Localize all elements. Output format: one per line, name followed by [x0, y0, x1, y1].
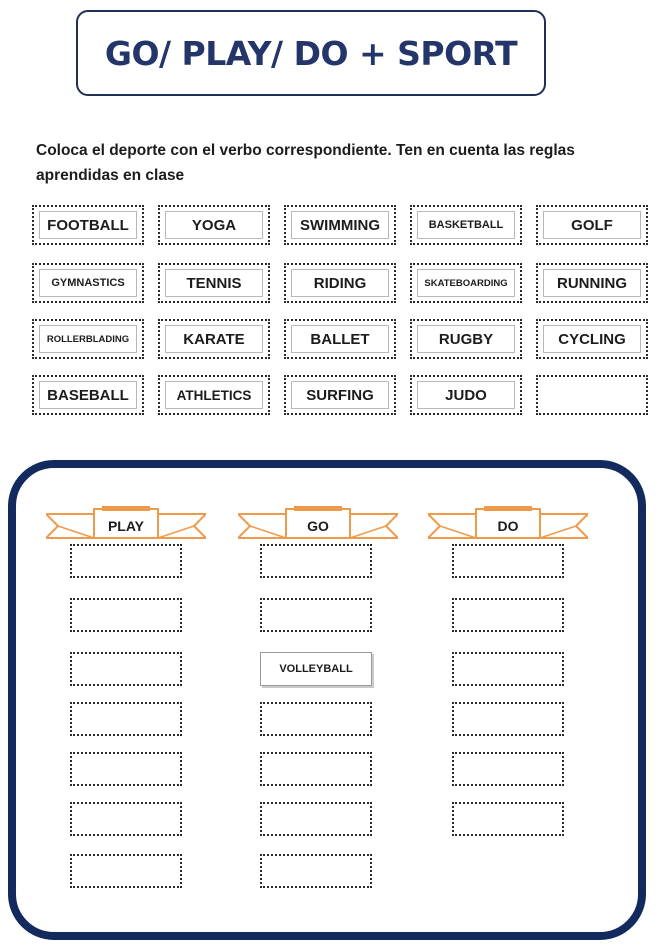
answer-slot[interactable] — [70, 598, 182, 632]
answer-slot[interactable] — [260, 854, 372, 888]
answer-slot[interactable] — [260, 544, 372, 578]
word-card-label: KARATE — [165, 325, 263, 353]
word-card[interactable] — [32, 319, 144, 359]
word-card[interactable] — [284, 205, 396, 245]
word-card[interactable] — [284, 319, 396, 359]
answer-slot[interactable] — [452, 544, 564, 578]
word-card[interactable] — [410, 319, 522, 359]
filled-answer-slot[interactable]: VOLLEYBALL — [260, 652, 372, 686]
answer-slot[interactable] — [260, 702, 372, 736]
answer-slot[interactable] — [70, 702, 182, 736]
word-card-label: CYCLING — [543, 325, 641, 353]
word-card-label: ATHLETICS — [165, 381, 263, 409]
word-card[interactable] — [536, 205, 648, 245]
banner-label: PLAY — [107, 518, 145, 534]
answer-slot[interactable] — [70, 752, 182, 786]
banner-label: GO — [307, 518, 329, 534]
banner-play — [46, 502, 206, 546]
answer-slot[interactable] — [70, 544, 182, 578]
banner-do — [428, 502, 588, 546]
word-card-label: SURFING — [291, 381, 389, 409]
word-card-label: GOLF — [543, 211, 641, 239]
word-card[interactable] — [32, 205, 144, 245]
word-card-label: RUNNING — [543, 269, 641, 297]
answer-slot[interactable] — [452, 598, 564, 632]
word-card[interactable] — [536, 319, 648, 359]
instructions-text: Coloca el deporte con el verbo correspondiente. Ten en cuenta las reglas aprendidas en clase — [36, 142, 575, 184]
word-card-label: SKATEBOARDING — [417, 269, 515, 297]
word-card-label: SWIMMING — [291, 211, 389, 239]
answer-slot[interactable] — [260, 752, 372, 786]
word-card-label: BALLET — [291, 325, 389, 353]
word-card-label: JUDO — [417, 381, 515, 409]
word-card[interactable] — [158, 319, 270, 359]
word-card[interactable] — [158, 205, 270, 245]
word-card[interactable] — [284, 375, 396, 415]
title-box — [76, 10, 546, 96]
answer-slot[interactable] — [260, 802, 372, 836]
sorting-frame — [8, 460, 646, 940]
word-bank-grid — [32, 205, 650, 423]
word-card-label: BASKETBALL — [417, 211, 515, 239]
word-card-label: GYMNASTICS — [39, 269, 137, 297]
word-card[interactable] — [32, 263, 144, 303]
answer-slot[interactable] — [70, 802, 182, 836]
word-card-label: FOOTBALL — [39, 211, 137, 239]
banner-label: DO — [497, 518, 519, 534]
page-title: GO/ PLAY/ DO + SPORT — [104, 33, 518, 73]
answer-slot[interactable] — [452, 652, 564, 686]
word-card-label: ROLLERBLADING — [39, 325, 137, 353]
answer-slot[interactable] — [70, 854, 182, 888]
word-card-label: RIDING — [291, 269, 389, 297]
word-card[interactable] — [410, 205, 522, 245]
word-card-label: TENNIS — [165, 269, 263, 297]
word-card-label: BASEBALL — [39, 381, 137, 409]
word-card[interactable] — [32, 375, 144, 415]
word-card[interactable] — [410, 263, 522, 303]
answer-slot[interactable] — [452, 702, 564, 736]
answer-slot[interactable] — [70, 652, 182, 686]
answer-slot[interactable] — [452, 752, 564, 786]
word-card-label: RUGBY — [417, 325, 515, 353]
answer-slot[interactable] — [260, 598, 372, 632]
empty-word-card[interactable] — [536, 375, 648, 415]
word-card[interactable] — [536, 263, 648, 303]
word-card[interactable] — [410, 375, 522, 415]
banner-go — [238, 502, 398, 546]
answer-slot[interactable] — [452, 802, 564, 836]
word-card[interactable] — [158, 375, 270, 415]
word-card[interactable] — [284, 263, 396, 303]
word-card-label: YOGA — [165, 211, 263, 239]
word-card[interactable] — [158, 263, 270, 303]
